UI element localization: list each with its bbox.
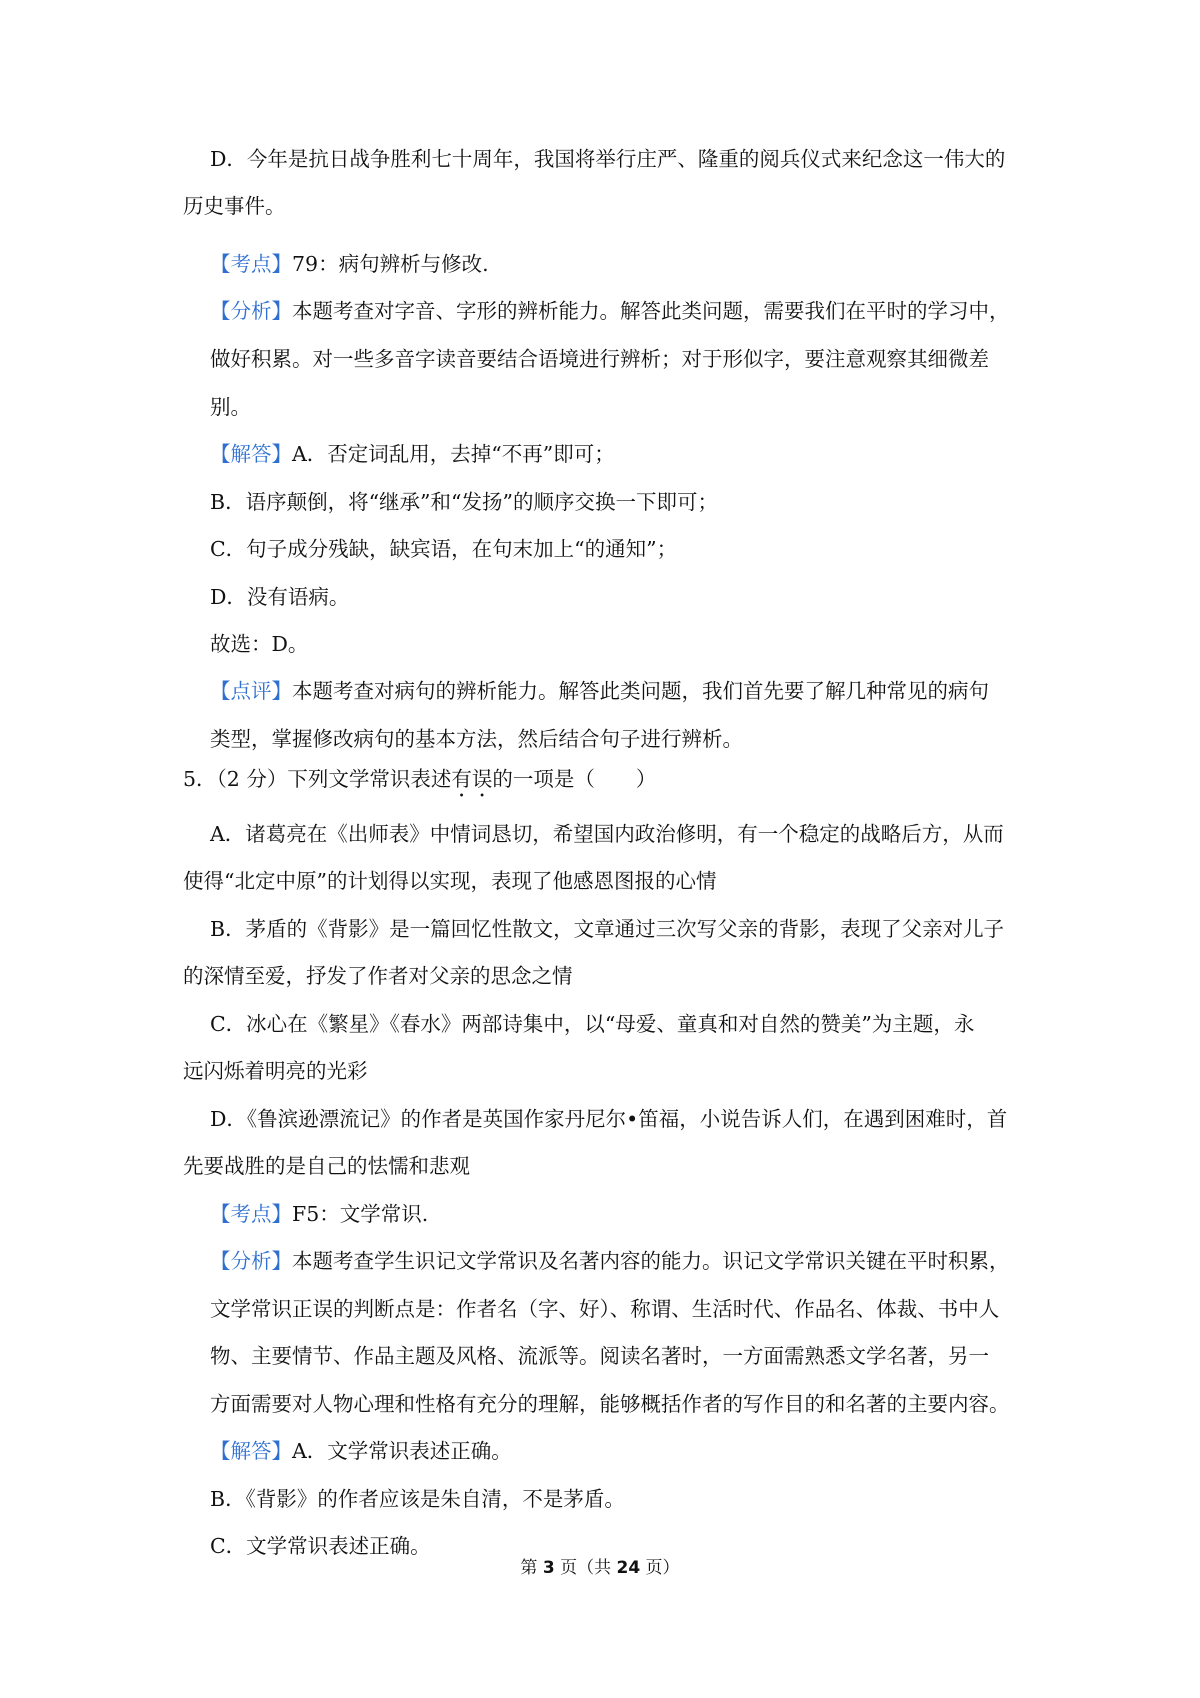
kaodian-text: F5：文学常识. bbox=[292, 1202, 429, 1226]
q4-jieda-d: D．没有语病。 bbox=[210, 585, 350, 609]
q5-stem bbox=[183, 765, 656, 802]
q4-option-d-line1: D．今年是抗日战争胜利七十周年，我国将举行庄严、隆重的阅兵仪式来纪念这一伟大的 bbox=[210, 147, 1006, 171]
fenxi-text: 本题考查学生识记文学常识及名著内容的能力。识记文学常识关键在平时积累， bbox=[292, 1249, 1010, 1273]
q4-option-d-line2: 历史事件。 bbox=[183, 194, 286, 218]
dianping-tag: 【点评】 bbox=[210, 679, 292, 703]
jieda-tag: 【解答】 bbox=[210, 442, 292, 466]
q4-kaodian bbox=[210, 250, 489, 278]
fenxi-tag: 【分析】 bbox=[210, 299, 292, 323]
page-footer bbox=[0, 1556, 1200, 1580]
q5-stem-pre: 5．（2 分）下列文学常识表述 bbox=[183, 767, 452, 791]
q4-jieda-a bbox=[210, 440, 615, 468]
q5-fenxi-line1 bbox=[210, 1247, 1010, 1275]
q5-jieda-c: C．文学常识表述正确。 bbox=[210, 1534, 431, 1558]
q5-option-a-line2: 使得“北定中原”的计划得以实现，表现了他感恩图报的心情 bbox=[183, 869, 717, 893]
dianping-text: 本题考查对病句的辨析能力。解答此类问题，我们首先要了解几种常见的病句 bbox=[292, 679, 989, 703]
page-number: 3 bbox=[542, 1558, 555, 1578]
q4-choice: 故选：D。 bbox=[210, 632, 309, 656]
footer-middle: 页（共 bbox=[554, 1558, 617, 1578]
q4-dianping-line2: 类型，掌握修改病句的基本方法，然后结合句子进行辨析。 bbox=[210, 727, 743, 751]
jieda-a-text: A．否定词乱用，去掉“不再”即可； bbox=[292, 442, 615, 466]
q4-jieda-c: C．句子成分残缺，缺宾语，在句末加上“的通知”； bbox=[210, 537, 678, 561]
q5-jieda-b: B．《背影》的作者应该是朱自清，不是茅盾。 bbox=[210, 1487, 625, 1511]
q5-jieda-a bbox=[210, 1437, 512, 1465]
q5-fenxi-line3: 物、主要情节、作品主题及风格、流派等。阅读名著时，一方面需熟悉文学名著，另一 bbox=[210, 1344, 989, 1368]
q5-option-b-line1: B．茅盾的《背影》是一篇回忆性散文，文章通过三次写父亲的背影，表现了父亲对儿子 bbox=[210, 917, 1005, 941]
fenxi-text: 本题考查对字音、字形的辨析能力。解答此类问题，需要我们在平时的学习中， bbox=[292, 299, 1010, 323]
q5-fenxi-line4: 方面需要对人物心理和性格有充分的理解，能够概括作者的写作目的和名著的主要内容。 bbox=[210, 1392, 1010, 1416]
footer-suffix: 页） bbox=[640, 1558, 680, 1578]
q5-stem-emphasis: 有误 bbox=[451, 767, 493, 791]
q5-stem-post: 的一项是（ ） bbox=[492, 767, 657, 791]
q5-option-d-line2: 先要战胜的是自己的怯懦和悲观 bbox=[183, 1154, 470, 1178]
q5-option-c-line1: C．冰心在《繁星》《春水》两部诗集中，以“母爱、童真和对自然的赞美”为主题，永 bbox=[210, 1012, 975, 1036]
q4-jieda-b: B．语序颠倒，将“继承”和“发扬”的顺序交换一下即可； bbox=[210, 490, 718, 514]
q5-option-b-line2: 的深情至爱，抒发了作者对父亲的思念之情 bbox=[183, 964, 573, 988]
kaodian-tag: 【考点】 bbox=[210, 252, 292, 276]
q4-fenxi-line3: 别。 bbox=[210, 395, 251, 419]
kaodian-tag: 【考点】 bbox=[210, 1202, 292, 1226]
jieda-tag: 【解答】 bbox=[210, 1439, 292, 1463]
page-total: 24 bbox=[616, 1558, 641, 1578]
q4-fenxi-line2: 做好积累。对一些多音字读音要结合语境进行辨析；对于形似字，要注意观察其细微差 bbox=[210, 347, 989, 371]
q4-fenxi-line1 bbox=[210, 297, 1010, 325]
q5-fenxi-line2: 文学常识正误的判断点是：作者名（字、好）、称谓、生活时代、作品名、体裁、书中人 bbox=[210, 1297, 1000, 1321]
q5-option-d-line1: D．《鲁滨逊漂流记》的作者是英国作家丹尼尔•笛福，小说告诉人们，在遇到困难时，首 bbox=[210, 1107, 1008, 1131]
kaodian-text: 79：病句辨析与修改. bbox=[292, 252, 489, 276]
q4-dianping-line1 bbox=[210, 677, 989, 705]
footer-prefix: 第 bbox=[520, 1558, 543, 1578]
q5-kaodian bbox=[210, 1200, 428, 1228]
fenxi-tag: 【分析】 bbox=[210, 1249, 292, 1273]
q5-option-c-line2: 远闪烁着明亮的光彩 bbox=[183, 1059, 368, 1083]
jieda-a-text: A．文学常识表述正确。 bbox=[292, 1439, 512, 1463]
q5-option-a-line1: A．诸葛亮在《出师表》中情词恳切，希望国内政治修明，有一个稳定的战略后方，从而 bbox=[210, 822, 1004, 846]
